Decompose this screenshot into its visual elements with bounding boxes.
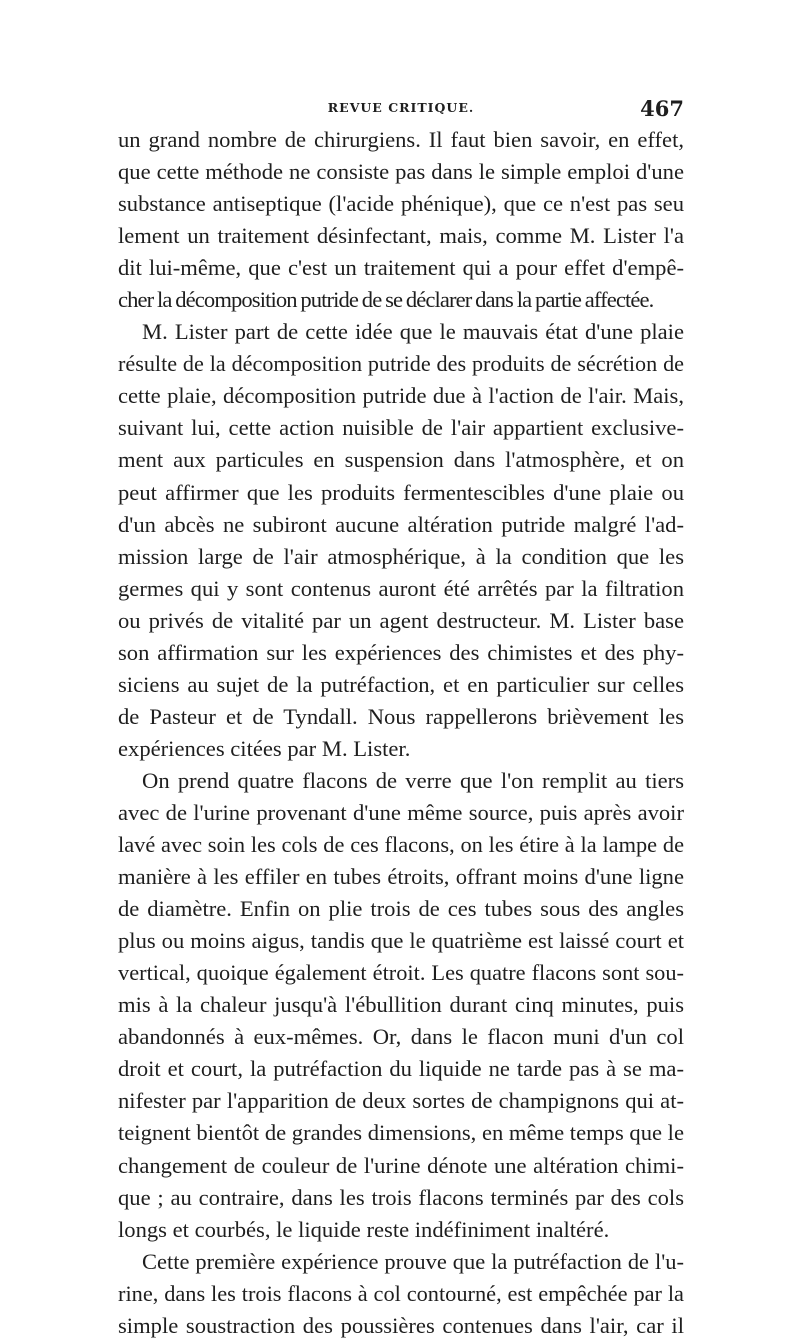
text-line: cher la décomposition putride de se déclarer dans la partie affectée. xyxy=(118,287,654,313)
text-line: un grand nombre de chirurgiens. Il faut bien savoir, en effet, xyxy=(118,127,684,152)
text-line: simple soustraction des poussières contenues dans l'air, car il xyxy=(118,1312,684,1338)
text-line: résulte de la décomposition putride des produits de sécrétion de xyxy=(118,351,684,377)
text-line: longs et courbés, le liquide reste indéfiniment inaltéré. xyxy=(118,1216,610,1242)
text-line: peut affirmer que les produits fermentescibles d'une plaie ou xyxy=(118,479,684,505)
text-line: On prend quatre flacons de verre que l'on remplit au tiers xyxy=(142,767,684,793)
text-line: avec de l'urine provenant d'une même source, puis après avoir xyxy=(118,799,684,825)
text-line: d'un abcès ne subiront aucune altération putride malgré l'ad- xyxy=(118,511,684,537)
text-line: dit lui-même, que c'est un traitement qui a pour effet d'empê- xyxy=(118,255,684,281)
text-line: lavé avec soin les cols de ces flacons, on les étire à la lampe de xyxy=(118,832,684,858)
text-line: que cette méthode ne consiste pas dans le simple emploi d'une xyxy=(118,159,684,185)
text-line: Cette première expérience prouve que la putréfaction de l'u- xyxy=(142,1248,684,1274)
text-line: lement un traitement désinfectant, mais, comme M. Lister l'a xyxy=(118,223,684,249)
text-line: substance antiseptique (l'acide phénique), que ce n'est pas seu xyxy=(118,191,684,217)
text-line: droit et court, la putréfaction du liquide ne tarde pas à se ma- xyxy=(118,1056,684,1082)
text-line: germes qui y sont contenus auront été arrêtés par la filtration xyxy=(118,575,684,601)
text-line: mission large de l'air atmosphérique, à la condition que les xyxy=(118,543,684,569)
text-line: de Pasteur et de Tyndall. Nous rappellerons brièvement les xyxy=(118,703,684,729)
page-number: 467 xyxy=(640,96,684,121)
text-line: cette plaie, décomposition putride due à l'action de l'air. Mais, xyxy=(118,383,684,409)
text-line: expériences citées par M. Lister. xyxy=(118,735,411,761)
text-line: nifester par l'apparition de deux sortes de champignons qui at- xyxy=(118,1088,684,1114)
text-line: son affirmation sur les expériences des chimistes et des phy- xyxy=(118,639,684,665)
text-line: M. Lister part de cette idée que le mauvais état d'une plaie xyxy=(142,319,684,345)
text-line: plus ou moins aigus, tandis que le quatrième est laissé court et xyxy=(118,928,684,954)
text-line: de diamètre. Enfin on plie trois de ces tubes sous des angles xyxy=(118,896,684,922)
text-line: suivant lui, cette action nuisible de l'air appartient exclusive- xyxy=(118,415,684,441)
text-line: rine, dans les trois flacons à col contourné, est empêchée par la xyxy=(118,1280,684,1306)
text-line: abandonnés à eux-mêmes. Or, dans le flacon muni d'un col xyxy=(118,1024,684,1050)
text-line: que ; au contraire, dans les trois flacons terminés par des cols xyxy=(118,1184,684,1210)
text-line: mis à la chaleur jusqu'à l'ébullition durant cinq minutes, puis xyxy=(118,992,684,1018)
text-line: teignent bientôt de grandes dimensions, en même temps que le xyxy=(118,1120,684,1146)
body-text xyxy=(118,124,684,1342)
text-line: vertical, quoique également étroit. Les quatre flacons sont sou- xyxy=(118,960,684,986)
text-line: siciens au sujet de la putréfaction, et en particulier sur celles xyxy=(118,671,684,697)
text-line: ment aux particules en suspension dans l'atmosphère, et on xyxy=(118,447,684,473)
running-title: REVUE CRITIQUE. xyxy=(327,100,475,115)
text-line: manière à les effiler en tubes étroits, offrant moins d'une ligne xyxy=(118,864,684,890)
text-line: changement de couleur de l'urine dénote une altération chimi- xyxy=(118,1152,684,1178)
text-line: ou privés de vitalité par un agent destructeur. M. Lister base xyxy=(118,607,684,633)
running-header xyxy=(118,96,684,126)
